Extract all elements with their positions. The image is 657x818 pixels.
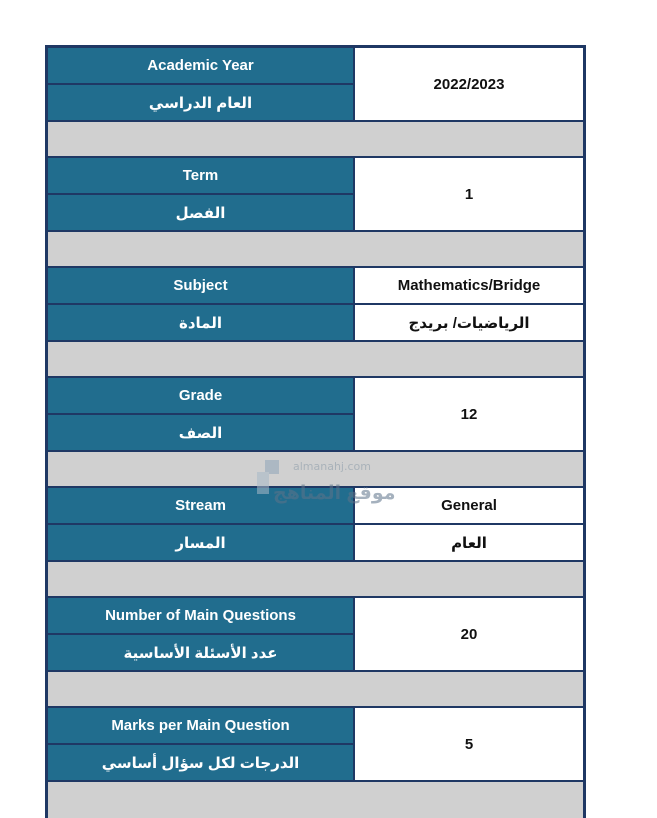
stream-label-en: Stream <box>48 488 353 523</box>
grade-label-ar: الصف <box>48 413 353 450</box>
subject-label-ar: المادة <box>48 303 353 340</box>
stream-label-ar: المسار <box>48 523 353 560</box>
term-value: 1 <box>355 158 583 230</box>
grade-label-en: Grade <box>48 378 353 413</box>
academic-year-label-en: Academic Year <box>48 48 353 83</box>
subject-value-ar: الرياضيات/ بريدج <box>355 303 583 340</box>
academic-year-label-ar: العام الدراسي <box>48 83 353 120</box>
subject-value-en: Mathematics/Bridge <box>355 268 583 303</box>
subject-label-en: Subject <box>48 268 353 303</box>
marks-row <box>48 708 583 782</box>
marks-value: 5 <box>355 708 583 780</box>
main-questions-value: 20 <box>355 598 583 670</box>
stream-value-ar: العام <box>355 523 583 560</box>
exam-info-table <box>45 45 586 818</box>
spacer-row <box>48 232 583 268</box>
subject-row <box>48 268 583 342</box>
stream-value-en: General <box>355 488 583 523</box>
spacer-row <box>48 562 583 598</box>
term-label-en: Term <box>48 158 353 193</box>
spacer-row <box>48 782 583 818</box>
term-label-ar: الفصل <box>48 193 353 230</box>
spacer-row <box>48 452 583 488</box>
grade-value: 12 <box>355 378 583 450</box>
spacer-row <box>48 122 583 158</box>
main-questions-label-en: Number of Main Questions <box>48 598 353 633</box>
marks-label-en: Marks per Main Question <box>48 708 353 743</box>
grade-row <box>48 378 583 452</box>
academic-year-value: 2022/2023 <box>355 48 583 120</box>
term-row <box>48 158 583 232</box>
spacer-row <box>48 672 583 708</box>
watermark-site: almanahj.com <box>293 460 371 473</box>
main-questions-label-ar: عدد الأسئلة الأساسية <box>48 633 353 670</box>
stream-row <box>48 488 583 562</box>
academic-year-row <box>48 48 583 122</box>
watermark-name: موقع المناهج <box>273 483 396 504</box>
main-questions-row <box>48 598 583 672</box>
spacer-row <box>48 342 583 378</box>
marks-label-ar: الدرجات لكل سؤال أساسي <box>48 743 353 780</box>
